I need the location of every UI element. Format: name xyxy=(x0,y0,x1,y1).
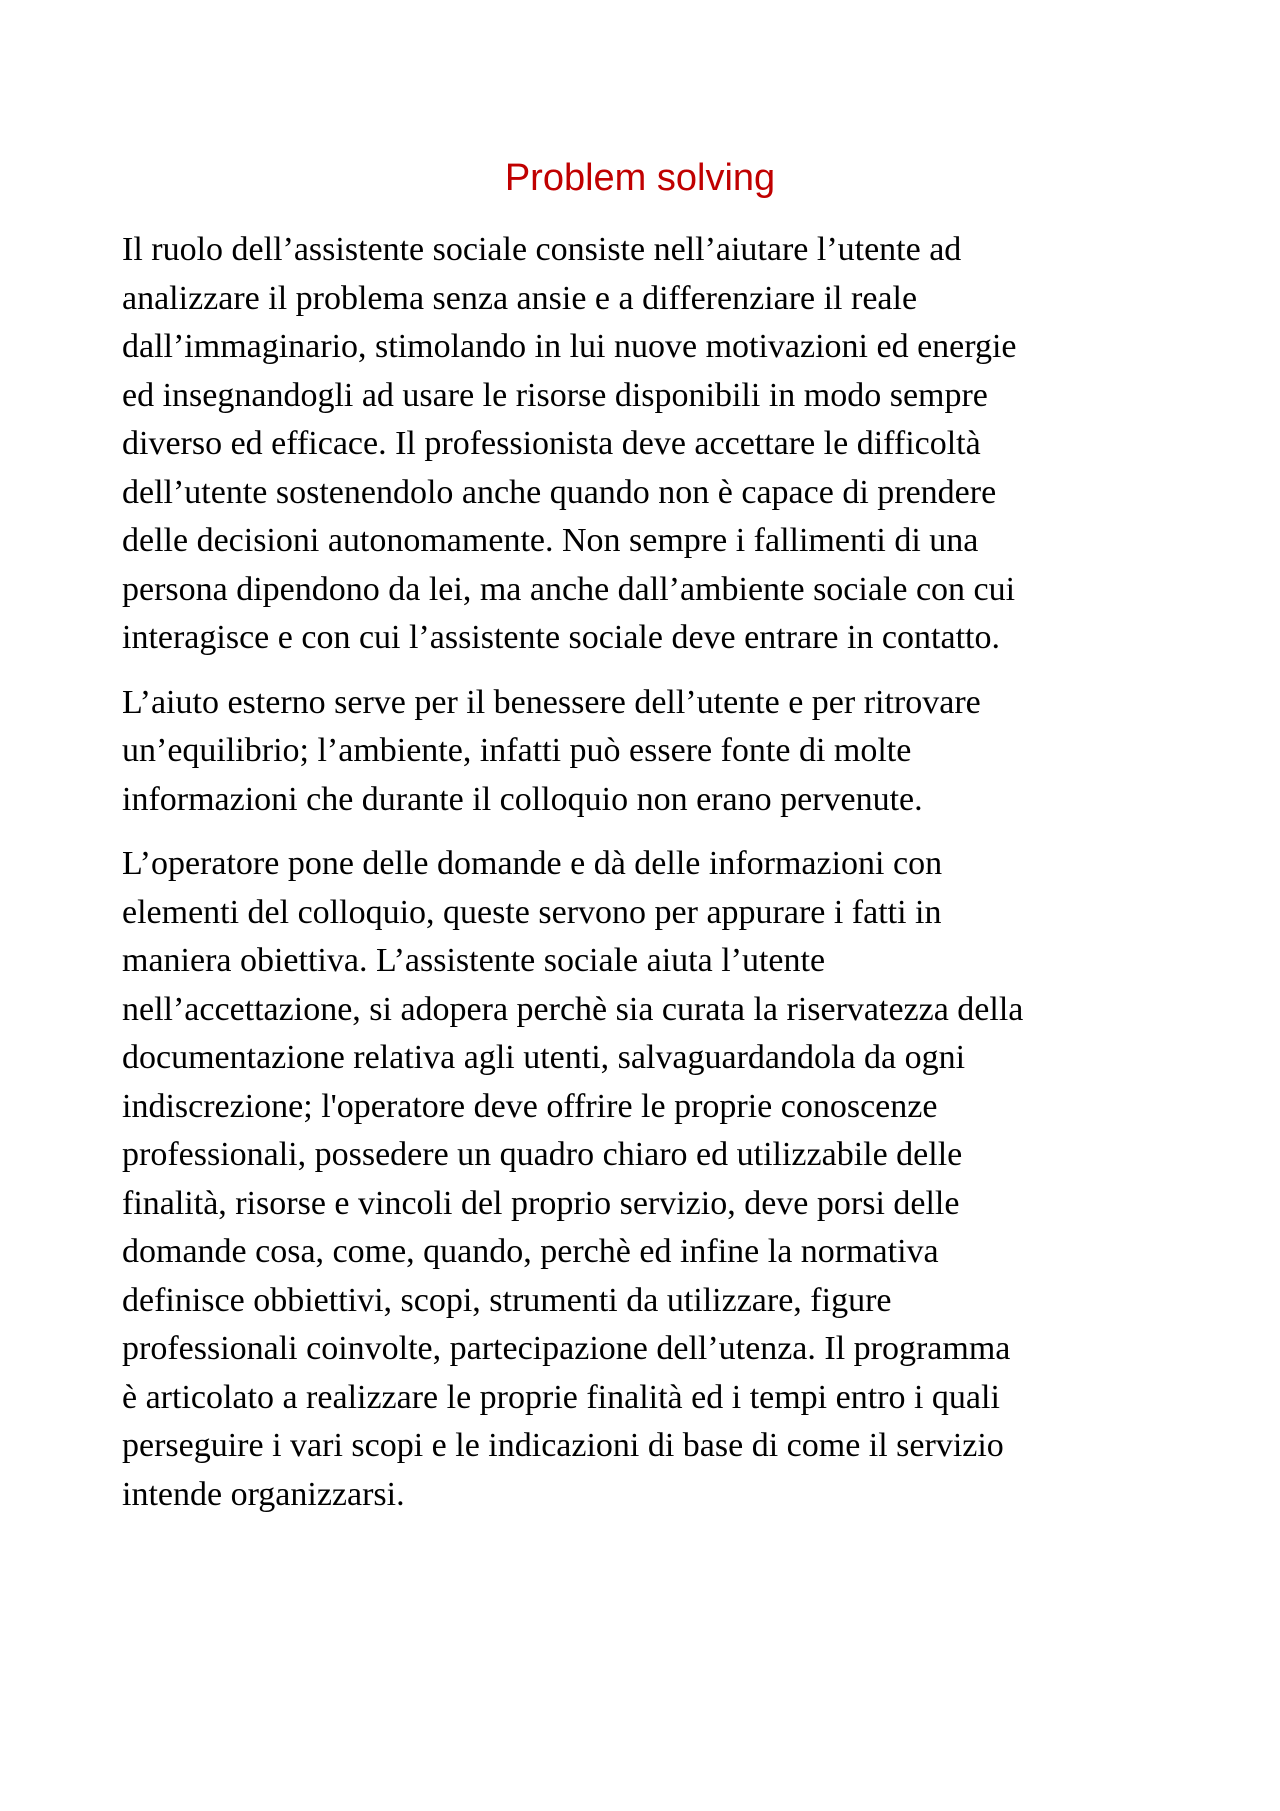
document-title: Problem solving xyxy=(504,157,776,199)
text-line: professionali, possedere un quadro chiaro ed utilizzabile delle xyxy=(122,1136,963,1173)
text-line: dell’utente sostenendolo anche quando non è capace di prendere xyxy=(122,473,997,511)
text-line: persona dipendono da lei, ma anche dall’ambiente sociale con cui xyxy=(122,570,1016,608)
text-line: indiscrezione; l'operatore deve offrire le proprie conoscenze xyxy=(122,1087,938,1125)
text-line: è articolato a realizzare le proprie finalità ed i tempi entro i quali xyxy=(122,1378,1000,1416)
text-line: elementi del colloquio, queste servono per appurare i fatti in xyxy=(122,893,942,931)
text-line: dall’immaginario, stimolando in lui nuove motivazioni ed energie xyxy=(122,328,1017,365)
text-line: professionali coinvolte, partecipazione dell’utenza. Il programma xyxy=(122,1330,1011,1367)
text-line: un’equilibrio; l’ambiente, infatti può essere fonte di molte xyxy=(122,732,912,769)
document-body xyxy=(122,226,1162,1535)
text-line: finalità, risorse e vincoli del proprio servizio, deve porsi delle xyxy=(122,1184,960,1222)
text-line: informazioni che durante il colloquio non erano pervenute. xyxy=(122,780,923,818)
text-line: delle decisioni autonomamente. Non sempre i fallimenti di una xyxy=(122,522,979,559)
text-line: nell’accettazione, si adopera perchè sia curata la riservatezza della xyxy=(122,990,1024,1028)
text-line: documentazione relativa agli utenti, salvaguardandola da ogni xyxy=(122,1039,966,1076)
paragraph-2 xyxy=(122,679,1162,825)
paragraph-1 xyxy=(122,226,1162,663)
text-line: analizzare il problema senza ansie e a differenziare il reale xyxy=(122,279,918,317)
text-line: ed insegnandogli ad usare le risorse disponibili in modo sempre xyxy=(122,376,988,414)
text-line: Il ruolo dell’assistente sociale consiste nell’aiutare l’utente ad xyxy=(122,231,962,268)
text-line: maniera obiettiva. L’assistente sociale aiuta l’utente xyxy=(122,942,826,979)
text-line: interagisce e con cui l’assistente sociale deve entrare in contatto. xyxy=(122,619,1000,656)
text-line: intende organizzarsi. xyxy=(122,1475,405,1513)
text-line: domande cosa, come, quando, perchè ed infine la normativa xyxy=(122,1233,939,1270)
text-line: perseguire i vari scopi e le indicazioni di base di come il servizio xyxy=(122,1427,1004,1464)
paragraph-3 xyxy=(122,840,1162,1519)
text-line: definisce obbiettivi, scopi, strumenti da utilizzare, figure xyxy=(122,1281,892,1319)
text-line: L’aiuto esterno serve per il benessere dell’utente e per ritrovare xyxy=(122,683,981,721)
text-line: diverso ed efficace. Il professionista deve accettare le difficoltà xyxy=(122,425,981,462)
text-line: L’operatore pone delle domande e dà delle informazioni con xyxy=(122,845,943,882)
